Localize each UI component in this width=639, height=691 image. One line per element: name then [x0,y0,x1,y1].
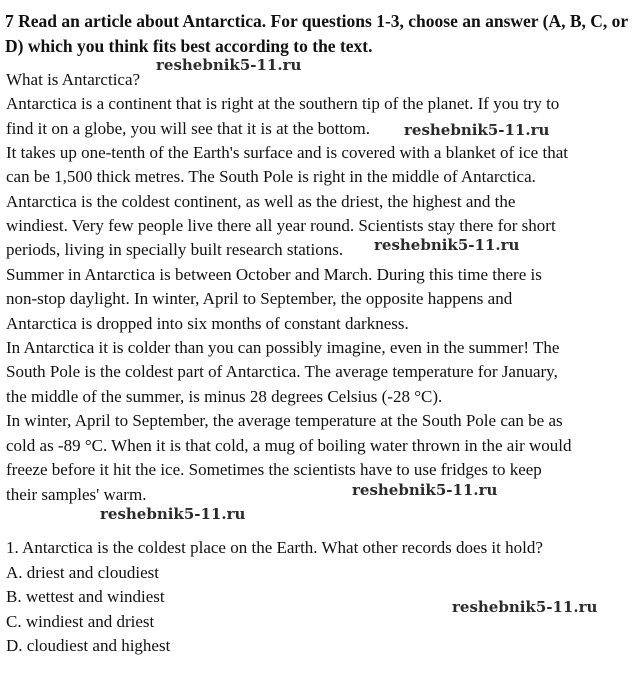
article-line: South Pole is the coldest part of Antarctica. The average temperature for January, [6,362,558,381]
answer-option-a: A. driest and cloudiest [6,563,159,582]
article-line: Antarctica is the coldest continent, as well as the driest, the highest and the [6,192,516,211]
article-line: the middle of the summer, is minus 28 degrees Celsius (-28 °C). [6,387,443,406]
watermark: reshebnik5-11.ru [404,121,550,139]
article-line: In Antarctica it is colder than you can possibly imagine, even in the summer! The [6,338,560,357]
watermark: reshebnik5-11.ru [374,236,520,254]
article-line: periods, living in specially built research stations. [6,240,344,259]
article-line: It takes up one-tenth of the Earth's surface and is covered with a blanket of ice that [6,143,568,162]
article-line: windiest. Very few people live there all year round. Scientists stay there for short [6,216,556,235]
answer-option-c: C. windiest and driest [6,612,155,631]
article-line: non-stop daylight. In winter, April to September, the opposite happens and [6,289,513,308]
question-text: 1. Antarctica is the coldest place on the Earth. What other records does it hold? [6,538,543,557]
watermark: reshebnik5-11.ru [352,481,498,499]
article-line: freeze before it hit the ice. Sometimes the scientists have to use fridges to keep [6,460,542,479]
watermark: reshebnik5-11.ru [156,56,302,74]
article-title: What is Antarctica? [6,70,141,89]
article-line: Antarctica is a continent that is right at the southern tip of the planet. If you try to [6,94,560,113]
watermark: reshebnik5-11.ru [452,598,598,616]
article-line: Summer in Antarctica is between October and March. During this time there is [6,265,542,284]
article-line: cold as -89 °C. When it is that cold, a mug of boiling water thrown in the air would [6,436,572,455]
task-heading: 7 Read an article about Antarctica. For questions 1-3, choose an answer (A, B, C, or D) which you think fits best according to the text. [5,11,628,56]
article-line: their samples' warm. [6,485,147,504]
article-line: Antarctica is dropped into six months of constant darkness. [6,314,409,333]
answer-option-b: B. wettest and windiest [6,587,165,606]
article-line: In winter, April to September, the average temperature at the South Pole can be as [6,411,563,430]
answer-option-d: D. cloudiest and highest [6,636,171,655]
watermark: reshebnik5-11.ru [100,505,246,523]
article-line: can be 1,500 thick metres. The South Pole is right in the middle of Antarctica. [6,167,536,186]
article-line: find it on a globe, you will see that it is at the bottom. [6,119,371,138]
